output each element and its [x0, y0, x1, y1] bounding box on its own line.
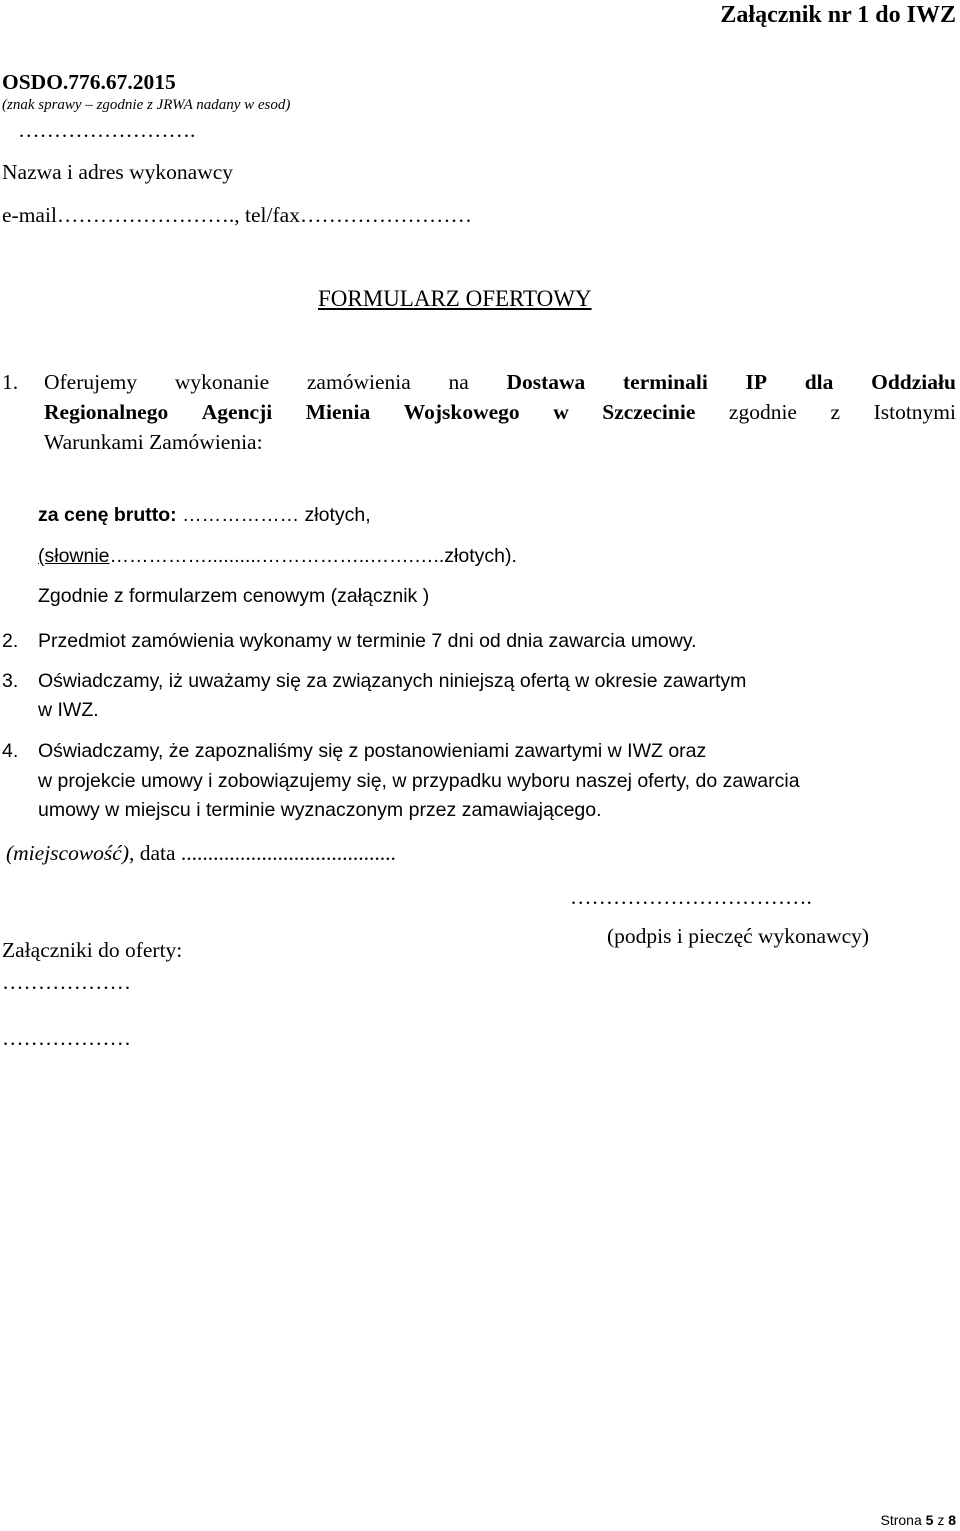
case-note: (znak sprawy – zgodnie z JRWA nadany w esod) [2, 97, 291, 113]
item1-word: na [448, 370, 469, 394]
item1-word: Agencji [201, 400, 273, 424]
item3-number: 3. [2, 670, 19, 692]
item1-word: Regionalnego [44, 400, 169, 424]
item1-number: 1. [2, 370, 19, 394]
price-note: Zgodnie z formularzem cenowym (załącznik ) [38, 585, 430, 607]
place-date-line [6, 841, 396, 866]
price-line [38, 504, 371, 526]
item1-word: Oddziału [871, 370, 956, 394]
signature-dots: ……………………………. [570, 885, 812, 909]
item1-word: Oferujemy [44, 370, 138, 394]
case-number: OSDO.776.67.2015 [2, 70, 176, 94]
page-total: 8 [948, 1512, 956, 1528]
item1-word: Dostawa [506, 370, 586, 394]
attachments-label: Załączniki do oferty: [2, 938, 183, 962]
place-label: (miejscowość) [6, 841, 129, 865]
item1-line2 [44, 400, 956, 425]
words-value: ……………..........……………..…….…..złotych). [109, 545, 517, 567]
page-number [880, 1512, 956, 1528]
item1-word: Wojskowego [403, 400, 520, 424]
page-current: 5 [925, 1512, 934, 1528]
attachment-line: ……………… [2, 1026, 131, 1050]
form-title: FORMULARZ OFERTOWY [318, 286, 592, 311]
words-line [38, 545, 517, 567]
words-label: (słownie [38, 545, 110, 567]
item1-word: terminali [623, 370, 708, 394]
page-label: Strona [880, 1512, 922, 1528]
attachment-label: Załącznik nr 1 do IWZ [720, 2, 956, 28]
item1-word: wykonanie [174, 370, 270, 394]
item4-line2: w projekcie umowy i zobowiązujemy się, w przypadku wyboru naszej oferty, do zawarcia [38, 770, 800, 792]
item1-word: z [830, 400, 841, 424]
item1-word: IP [745, 370, 768, 394]
item1-word: zamówienia [306, 370, 411, 394]
date-label: , data ........................................ [129, 841, 396, 865]
item1-word: dla [804, 370, 834, 394]
contractor-label: Nazwa i adres wykonawcy [2, 160, 234, 184]
item1-word: Mienia [305, 400, 371, 424]
item1-line3: Warunkami Zamówienia: [44, 430, 263, 454]
item1-line1 [44, 370, 956, 395]
item2-text: Przedmiot zamówienia wykonamy w terminie 7 dni od dnia zawarcia umowy. [38, 630, 697, 652]
item3-line2: w IWZ. [38, 699, 99, 721]
price-value: ……………… złotych, [182, 504, 371, 526]
contact-line: e-mail……………………., tel/fax…………………… [2, 203, 472, 227]
item4-line1: Oświadczamy, że zapoznaliśmy się z postanowieniami zawartymi w IWZ oraz [38, 740, 707, 762]
page-of: z [937, 1512, 945, 1528]
item4-line3: umowy w miejscu i terminie wyznaczonym przez zamawiającego. [38, 799, 602, 821]
item3-line1: Oświadczamy, iż uważamy się za związanych niniejszą ofertą w okresie zawartym [38, 670, 747, 692]
price-label: za cenę brutto: [38, 504, 177, 526]
attachment-line: ……………… [2, 970, 131, 994]
item1-word: Szczecinie [602, 400, 696, 424]
item1-word: w [553, 400, 569, 424]
item1-word: Istotnymi [873, 400, 956, 424]
case-dots: ……………………. [18, 118, 196, 142]
item4-number: 4. [2, 740, 19, 762]
item2-number: 2. [2, 630, 19, 652]
signature-label: (podpis i pieczęć wykonawcy) [607, 924, 870, 948]
item1-word: zgodnie [728, 400, 797, 424]
